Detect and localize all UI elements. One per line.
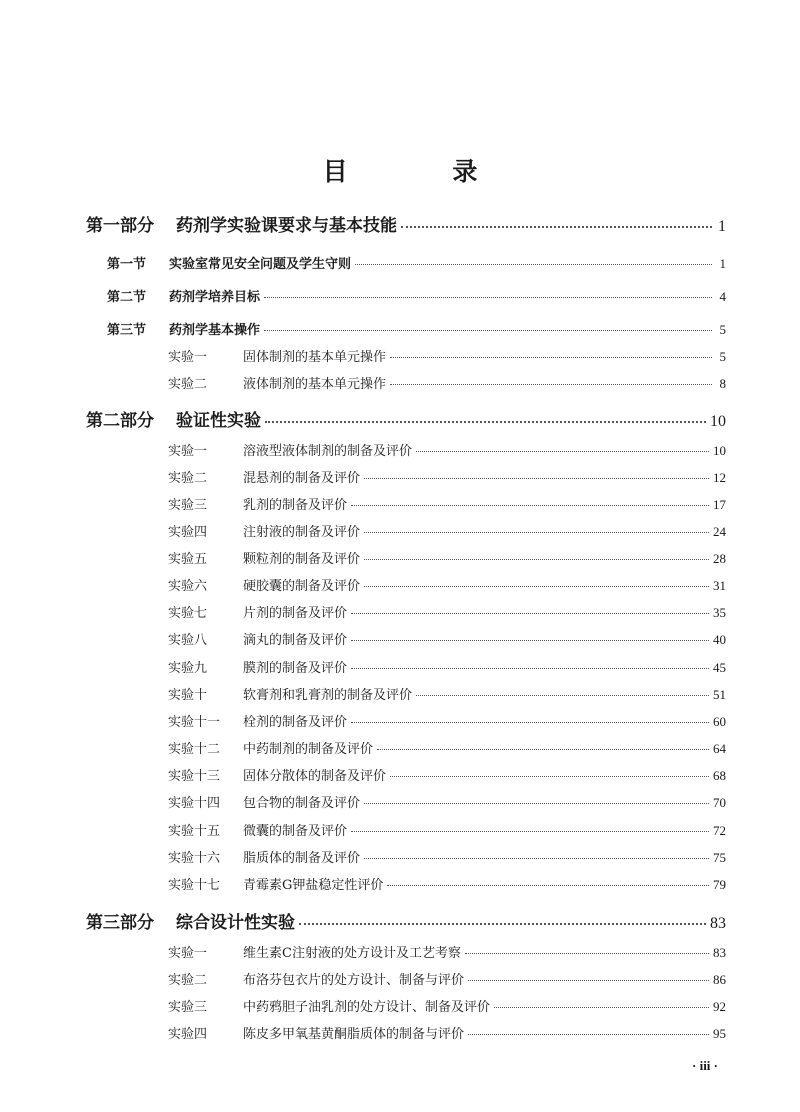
entry-label: 实验九 — [168, 661, 208, 676]
section-label: 第一节 — [107, 257, 147, 272]
entry-title: 乳剂的制备及评价 — [243, 498, 348, 513]
toc-entry[interactable] — [168, 657, 726, 677]
entry-title: 溶液型液体制剂的制备及评价 — [243, 444, 413, 459]
entry-label: 实验十七 — [168, 878, 221, 893]
section-label: 第二节 — [107, 290, 147, 305]
toc-entry[interactable] — [168, 711, 726, 731]
page-number: 4 — [719, 289, 726, 304]
entry-label: 实验八 — [168, 633, 208, 648]
dot-leader — [416, 451, 709, 452]
page-number: 17 — [713, 497, 726, 512]
entry-title: 维生素C注射液的处方设计及工艺考察 — [243, 946, 461, 961]
entry-label: 实验十三 — [168, 769, 221, 784]
dot-leader — [364, 559, 709, 560]
page-number: 5 — [719, 322, 726, 337]
entry-title: 微囊的制备及评价 — [243, 824, 348, 839]
page-number: 1 — [719, 256, 726, 271]
part-label: 第二部分 — [86, 411, 154, 431]
entry-title: 混悬剂的制备及评价 — [243, 471, 361, 486]
entry-label: 实验二 — [168, 377, 208, 392]
page-number: 75 — [713, 850, 726, 865]
toc-entry[interactable] — [168, 942, 726, 962]
page-number: 72 — [713, 823, 726, 838]
dot-leader — [265, 421, 706, 423]
toc-entry[interactable] — [168, 765, 726, 785]
dot-leader — [264, 297, 712, 298]
entry-title: 中药制剂的制备及评价 — [243, 742, 374, 757]
entry-label: 实验四 — [168, 1027, 208, 1042]
part-title: 药剂学实验课要求与基本技能 — [176, 216, 397, 236]
toc-entry[interactable] — [168, 548, 726, 568]
entry-label: 实验四 — [168, 525, 208, 540]
page-number: 10 — [713, 443, 726, 458]
toc-part[interactable] — [86, 406, 726, 430]
dot-leader — [355, 264, 712, 265]
dot-leader — [364, 532, 709, 533]
toc-entry[interactable] — [168, 602, 726, 622]
toc-entry[interactable] — [168, 494, 726, 514]
page-folio: · iii · — [692, 1058, 719, 1073]
dot-leader — [364, 803, 709, 804]
section-title: 药剂学基本操作 — [169, 323, 261, 338]
entry-title: 中药鸦胆子油乳剂的处方设计、制备及评价 — [243, 1000, 491, 1015]
page-number: 51 — [713, 687, 726, 702]
toc-entry[interactable] — [168, 738, 726, 758]
page-number: 1 — [718, 218, 726, 235]
page-title: 目 录 — [322, 157, 526, 186]
entry-title: 注射液的制备及评价 — [243, 525, 361, 540]
toc-entry[interactable] — [168, 996, 726, 1016]
dot-leader — [351, 613, 709, 614]
dot-leader — [416, 695, 709, 696]
page-number: 92 — [713, 999, 726, 1014]
toc-part[interactable] — [86, 211, 726, 235]
entry-label: 实验二 — [168, 973, 208, 988]
dot-leader — [390, 384, 712, 385]
dot-leader — [364, 858, 709, 859]
entry-label: 实验三 — [168, 1000, 208, 1015]
entry-title: 栓剂的制备及评价 — [243, 715, 348, 730]
entry-title: 颗粒剂的制备及评价 — [243, 552, 361, 567]
toc-entry[interactable] — [168, 440, 726, 460]
toc-entry[interactable] — [168, 969, 726, 989]
entry-title: 片剂的制备及评价 — [243, 606, 348, 621]
dot-leader — [465, 953, 709, 954]
entry-label: 实验十六 — [168, 851, 221, 866]
dot-leader — [351, 640, 709, 641]
page-number: 68 — [713, 768, 726, 783]
page-number: 24 — [713, 524, 726, 539]
part-title: 综合设计性实验 — [176, 913, 295, 933]
toc-entry[interactable] — [168, 467, 726, 487]
toc-entry[interactable] — [168, 346, 726, 366]
page-number: 95 — [713, 1026, 726, 1041]
part-label: 第一部分 — [86, 216, 154, 236]
page-number: 40 — [713, 632, 726, 647]
dot-leader — [468, 980, 709, 981]
toc-entry[interactable] — [168, 874, 726, 894]
entry-title: 软膏剂和乳膏剂的制备及评价 — [243, 688, 413, 703]
dot-leader — [377, 749, 709, 750]
entry-label: 实验三 — [168, 498, 208, 513]
part-title: 验证性实验 — [176, 411, 261, 431]
section-title: 实验室常见安全问题及学生守则 — [169, 257, 352, 272]
page-number: 31 — [713, 578, 726, 593]
page-number: 10 — [710, 413, 726, 430]
toc-section[interactable] — [107, 253, 726, 273]
toc-entry[interactable] — [168, 684, 726, 704]
dot-leader — [390, 357, 712, 358]
section-title: 药剂学培养目标 — [169, 290, 261, 305]
entry-title: 布洛芬包衣片的处方设计、制备与评价 — [243, 973, 465, 988]
dot-leader — [264, 330, 712, 331]
entry-title: 固体分散体的制备及评价 — [243, 769, 387, 784]
entry-title: 膜剂的制备及评价 — [243, 661, 348, 676]
dot-leader — [351, 505, 709, 506]
entry-label: 实验十二 — [168, 742, 221, 757]
toc-entry[interactable] — [168, 820, 726, 840]
dot-leader — [401, 226, 712, 228]
page-number: 12 — [713, 470, 726, 485]
toc-section[interactable] — [107, 319, 726, 339]
entry-title: 脂质体的制备及评价 — [243, 851, 361, 866]
entry-label: 实验二 — [168, 471, 208, 486]
entry-label: 实验六 — [168, 579, 208, 594]
section-label: 第三节 — [107, 323, 147, 338]
entry-title: 硬胶囊的制备及评价 — [243, 579, 361, 594]
entry-title: 滴丸的制备及评价 — [243, 633, 348, 648]
page-number: 83 — [710, 915, 726, 932]
dot-leader — [299, 923, 706, 925]
dot-leader — [351, 831, 709, 832]
toc-entry[interactable] — [168, 792, 726, 812]
entry-label: 实验五 — [168, 552, 208, 567]
page-number: 35 — [713, 605, 726, 620]
toc-entry[interactable] — [168, 1023, 726, 1043]
page-number: 86 — [713, 972, 726, 987]
page-number: 45 — [713, 660, 726, 675]
toc-part[interactable] — [86, 908, 726, 932]
entry-title: 包合物的制备及评价 — [243, 796, 361, 811]
entry-label: 实验一 — [168, 350, 208, 365]
page-number: 83 — [713, 945, 726, 960]
page-number: 64 — [713, 741, 726, 756]
entry-title: 青霉素G钾盐稳定性评价 — [243, 878, 384, 893]
entry-title: 陈皮多甲氧基黄酮脂质体的制备与评价 — [243, 1027, 465, 1042]
page-number: 8 — [719, 376, 726, 391]
entry-label: 实验一 — [168, 946, 208, 961]
toc-entry[interactable] — [168, 629, 726, 649]
dot-leader — [390, 776, 709, 777]
page-number: 70 — [713, 795, 726, 810]
entry-label: 实验十 — [168, 688, 208, 703]
dot-leader — [364, 478, 709, 479]
toc-entry[interactable] — [168, 847, 726, 867]
toc-entry[interactable] — [168, 575, 726, 595]
entry-label: 实验十四 — [168, 796, 221, 811]
dot-leader — [468, 1034, 709, 1035]
toc-entry[interactable] — [168, 521, 726, 541]
entry-title: 固体制剂的基本单元操作 — [243, 350, 387, 365]
page-number: 28 — [713, 551, 726, 566]
entry-title: 液体制剂的基本单元操作 — [243, 377, 387, 392]
page-number: 79 — [713, 877, 726, 892]
part-label: 第三部分 — [86, 913, 154, 933]
dot-leader — [387, 885, 709, 886]
dot-leader — [364, 586, 709, 587]
entry-label: 实验十一 — [168, 715, 221, 730]
toc-section[interactable] — [107, 286, 726, 306]
dot-leader — [494, 1007, 709, 1008]
dot-leader — [351, 668, 709, 669]
page-number: 5 — [719, 349, 726, 364]
toc-entry[interactable] — [168, 373, 726, 393]
entry-label: 实验七 — [168, 606, 208, 621]
dot-leader — [351, 722, 709, 723]
entry-label: 实验一 — [168, 444, 208, 459]
entry-label: 实验十五 — [168, 824, 221, 839]
page-number: 60 — [713, 714, 726, 729]
